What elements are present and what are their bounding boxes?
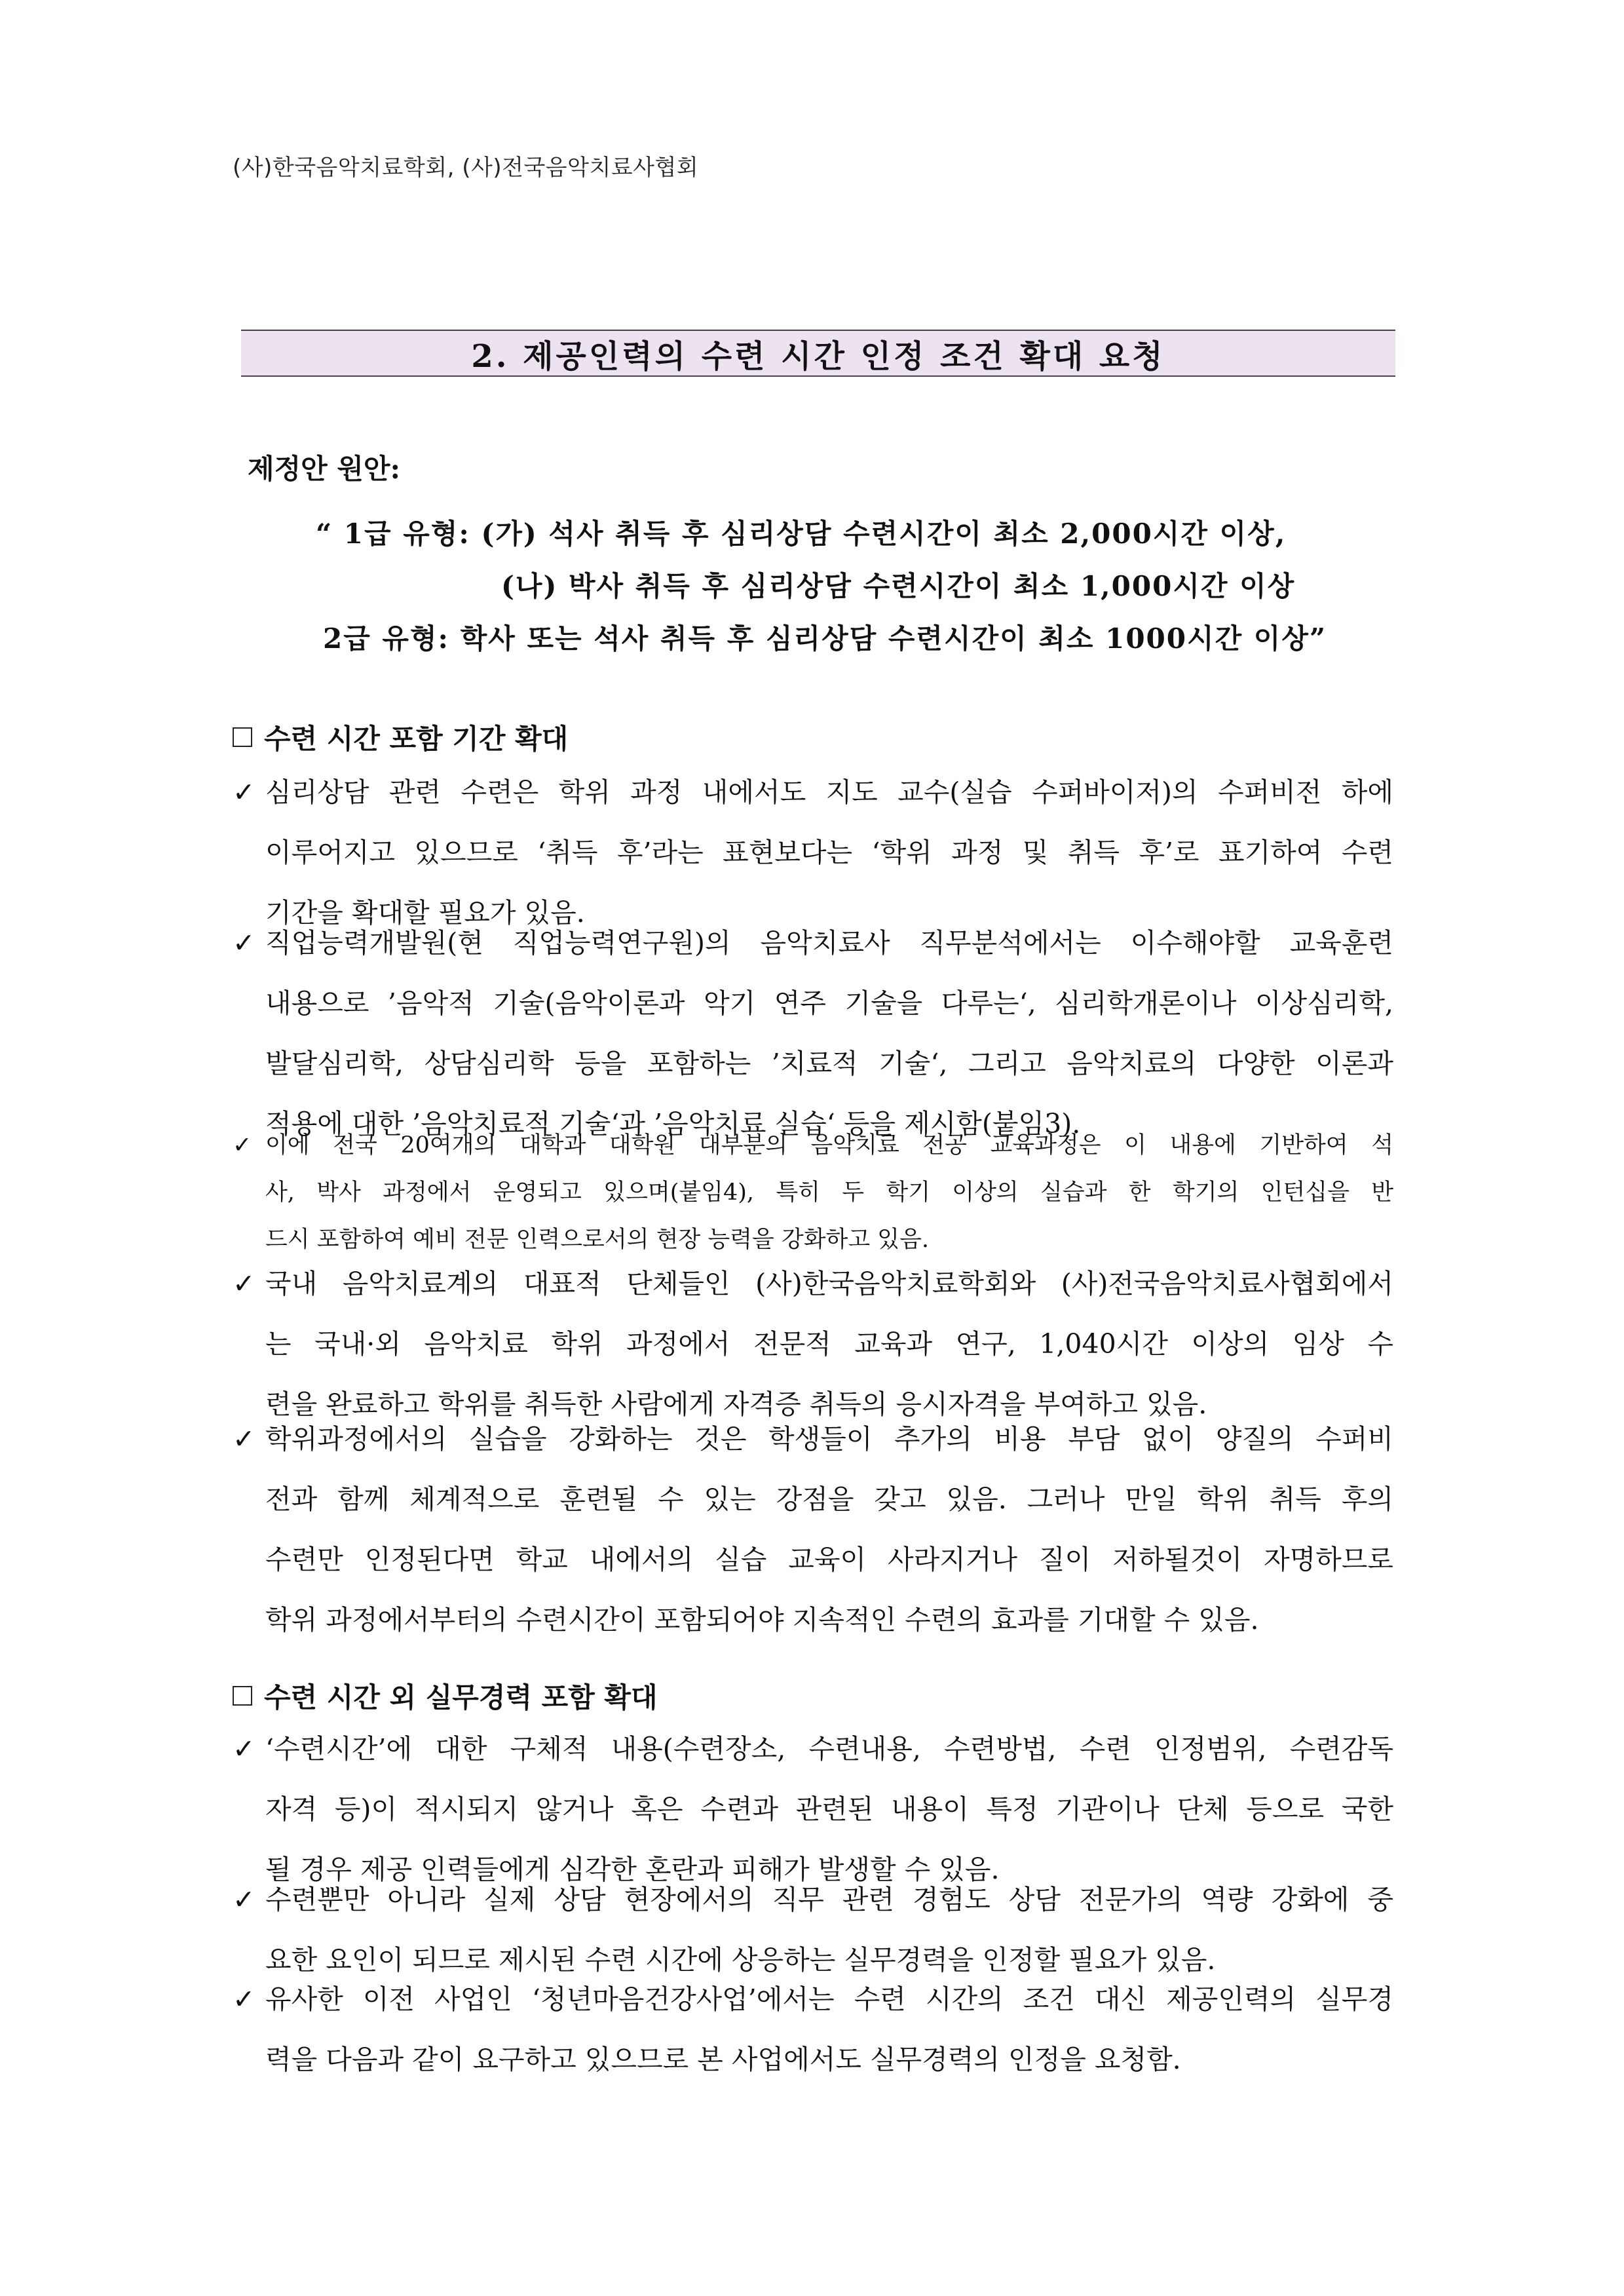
list-item-line: 국내 음악치료계의 대표적 단체들인 (사)한국음악치료학회와 (사)전국음악치료사협회에서	[265, 1268, 1393, 1299]
proposal-line-2: (나) 박사 취득 후 심리상담 수련시간이 최소 1,000시간 이상	[501, 570, 1296, 602]
checkbox-square-icon	[233, 1686, 252, 1706]
list-item-line: 이루어지고 있으므로 ‘취득 후’라는 표현보다는 ‘학위 과정 및 취득 후’로 표기하여 수련	[265, 837, 1393, 868]
list-item-line: 수련만 인정된다면 학교 내에서의 실습 교육이 사라지거나 질이 저하될것이 자명하므로	[265, 1544, 1393, 1575]
page-title: 2. 제공인력의 수련 시간 인정 조건 확대 요청	[471, 337, 1165, 375]
proposal-line-1: “ 1급 유형: (가) 석사 취득 후 심리상담 수련시간이 최소 2,000시간 이상,	[316, 518, 1287, 550]
list-item-line: 기간을 확대할 필요가 있음.	[265, 897, 585, 928]
checkmark-icon: ✓	[233, 1132, 252, 1158]
list-item-line: 는 국내·외 음악치료 학위 과정에서 전문적 교육과 연구, 1,040시간 이상의 임상 수	[265, 1328, 1393, 1360]
list-item-line: 수련뿐만 아니라 실제 상담 현장에서의 직무 관련 경험도 상담 전문가의 역량 강화에 중	[265, 1884, 1393, 1915]
checkmark-icon: ✓	[233, 927, 255, 959]
proposal-label: 제정안 원안:	[248, 453, 400, 485]
checkmark-icon: ✓	[233, 1423, 255, 1455]
checkmark-icon: ✓	[233, 1884, 255, 1915]
list-item-line: 전과 함께 체계적으로 훈련될 수 있는 강점을 갖고 있음. 그러나 만일 학위 취득 후의	[265, 1483, 1393, 1515]
section-heading	[233, 718, 568, 757]
list-item-line: 될 경우 제공 인력들에게 심각한 혼란과 피해가 발생할 수 있음.	[265, 1854, 1000, 1885]
section-heading-text: 수련 시간 포함 기간 확대	[264, 723, 569, 755]
list-item-line: 유사한 이전 사업인 ‘청년마음건강사업’에서는 수련 시간의 조건 대신 제공인력의 실무경	[265, 1983, 1393, 2015]
section-heading	[233, 1676, 658, 1715]
list-item	[233, 1969, 1399, 2090]
list-item-line: 학위 과정에서부터의 수련시간이 포함되어야 지속적인 수련의 효과를 기대할 수 있음.	[265, 1604, 1259, 1636]
list-item-line: 학위과정에서의 실습을 강화하는 것은 학생들이 추가의 비용 부담 없이 양질의 수퍼비	[265, 1423, 1393, 1455]
list-item-line: 내용으로 ’음악적 기술(음악이론과 악기 연주 기술을 다루는‘, 심리학개론이나 이상심리학,	[265, 987, 1393, 1019]
list-item-line: 이에 전국 20여개의 대학과 대학원 대부분의 음악치료 전공 교육과정은 이 내용에 기반하여 석	[265, 1132, 1393, 1158]
list-item	[233, 1409, 1399, 1650]
checkbox-square-icon	[233, 727, 252, 747]
checkmark-icon: ✓	[233, 1983, 255, 2015]
checkmark-icon: ✓	[233, 776, 255, 808]
list-item-line: 사, 박사 과정에서 운영되고 있으며(붙임4), 특히 두 학기 이상의 실습과 한 학기의 인턴십을 반	[265, 1179, 1393, 1206]
list-item-line: 요한 요인이 되므로 제시된 수련 시간에 상응하는 실무경력을 인정할 필요가 있음.	[265, 1944, 1216, 1976]
list-item-line: ‘수련시간’에 대한 구체적 내용(수련장소, 수련내용, 수련방법, 수련 인정범위, 수련감독	[265, 1733, 1393, 1765]
list-item-line: 련을 완료하고 학위를 취득한 사람에게 자격증 취득의 응시자격을 부여하고 있음.	[265, 1388, 1207, 1420]
list-item-line: 직업능력개발원(현 직업능력연구원)의 음악치료사 직무분석에서는 이수해야할 교육훈련	[265, 927, 1393, 959]
section-heading-text: 수련 시간 외 실무경력 포함 확대	[264, 1681, 658, 1713]
list-item-line: 력을 다음과 같이 요구하고 있으므로 본 사업에서도 실무경력의 인정을 요청함.	[265, 2044, 1181, 2075]
list-item-line: 발달심리학, 상담심리학 등을 포함하는 ’치료적 기술‘, 그리고 음악치료의 다양한 이론과	[265, 1048, 1393, 1079]
list-item-line: 심리상담 관련 수련은 학위 과정 내에서도 지도 교수(실습 수퍼바이저)의 수퍼비전 하에	[265, 776, 1393, 808]
list-item-line: 적용에 대한 ’음악치료적 기술‘과 ’음악치료 실습‘ 등을 제시함(붙임3).	[265, 1108, 1081, 1139]
section-title-banner	[241, 330, 1395, 377]
list-item-line: 자격 등)이 적시되지 않거나 혹은 수련과 관련된 내용이 특정 기관이나 단체 등으로 국한	[265, 1793, 1393, 1825]
checkmark-icon: ✓	[233, 1268, 255, 1299]
list-item	[233, 913, 1399, 1154]
list-item	[233, 1122, 1399, 1263]
list-item	[233, 1253, 1399, 1434]
document-header-org: (사)한국음악치료학회, (사)전국음악치료사협회	[233, 155, 699, 181]
list-item-line: 드시 포함하여 예비 전문 인력으로서의 현장 능력을 강화하고 있음.	[265, 1227, 930, 1253]
proposal-line-3: 2급 유형: 학사 또는 석사 취득 후 심리상담 수련시간이 최소 1000시간 이상”	[323, 622, 1327, 655]
checkmark-icon: ✓	[233, 1733, 255, 1765]
